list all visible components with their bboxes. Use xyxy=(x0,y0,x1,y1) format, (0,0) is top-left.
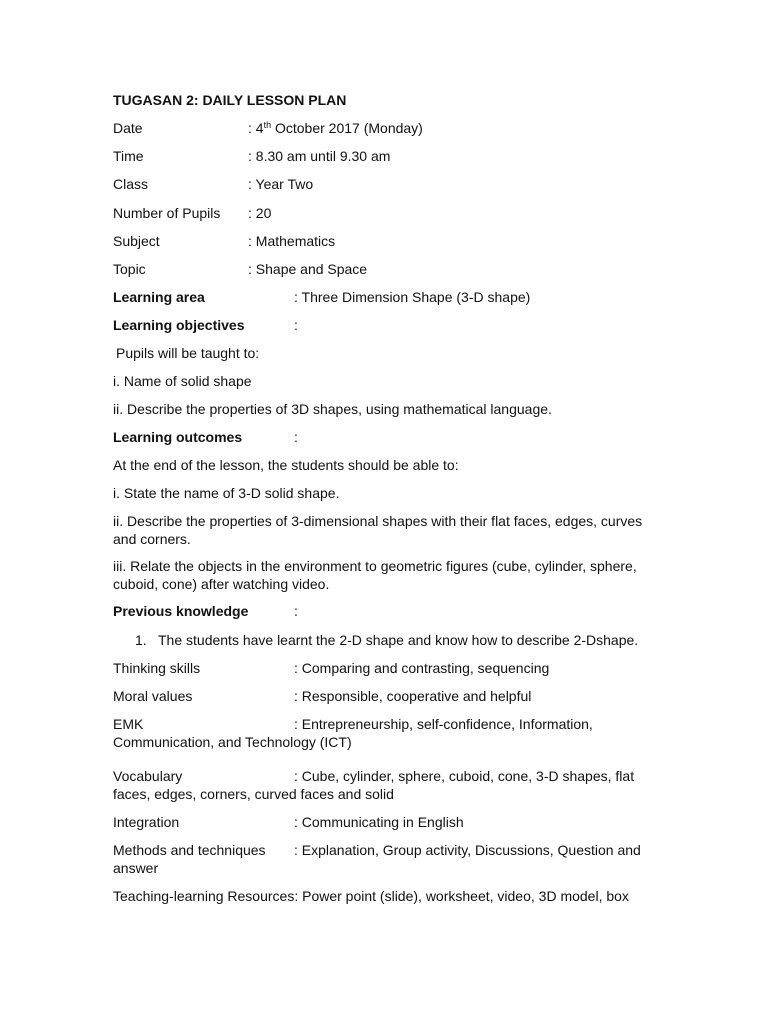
previous-knowledge-item: The students have learnt the 2-D shape and know how to describe 2-Dshape. xyxy=(158,632,639,648)
learning-objectives-label: Learning objectives xyxy=(113,317,245,333)
outcome-item: ii. Describe the properties of 3-dimensional shapes with their flat faces, edges, curves and corners. xyxy=(113,513,643,547)
moral-values-label: Moral values xyxy=(113,688,193,704)
methods-value-continued: answer xyxy=(113,860,159,876)
previous-knowledge-colon: : xyxy=(294,603,298,619)
vocabulary-value: : Cube, cylinder, sphere, cuboid, cone, 3-D shapes, flat xyxy=(294,768,635,784)
resources-line xyxy=(113,887,629,905)
outcomes-intro: At the end of the lesson, the students should be able to: xyxy=(113,457,459,473)
methods-value: : Explanation, Group activity, Discussions, Question and xyxy=(294,842,641,858)
outcome-item: i. State the name of 3-D solid shape. xyxy=(113,485,340,501)
date-value-day: : 4 xyxy=(248,120,264,136)
thinking-skills-value: : Comparing and contrasting, sequencing xyxy=(294,660,550,676)
objective-item: ii. Describe the properties of 3D shapes, using mathematical language. xyxy=(113,401,552,417)
date-label: Date xyxy=(113,120,143,136)
class-value: : Year Two xyxy=(248,176,314,192)
pupils-label: Number of Pupils xyxy=(113,205,221,221)
methods-label: Methods and techniques xyxy=(113,842,266,858)
outcome-item: iii. Relate the objects in the environment to geometric figures (cube, cylinder, sphere, cuboid, cone) after watching video. xyxy=(113,558,637,592)
objectives-intro: Pupils will be taught to: xyxy=(116,345,260,361)
date-value-suffix: th xyxy=(263,120,272,130)
moral-values-value: : Responsible, cooperative and helpful xyxy=(294,688,532,704)
previous-knowledge-label: Previous knowledge xyxy=(113,603,249,619)
emk-value-continued: Communication, and Technology (ICT) xyxy=(113,734,352,750)
subject-label: Subject xyxy=(113,233,160,249)
vocabulary-value-continued: faces, edges, corners, curved faces and solid xyxy=(113,786,394,802)
class-label: Class xyxy=(113,176,149,192)
date-value-rest: October 2017 (Monday) xyxy=(271,120,423,136)
topic-label: Topic xyxy=(113,261,146,277)
emk-value: : Entrepreneurship, self-confidence, Information, xyxy=(294,716,593,732)
page-title: TUGASAN 2: DAILY LESSON PLAN xyxy=(113,92,347,108)
topic-value: : Shape and Space xyxy=(248,261,368,277)
learning-outcomes-colon: : xyxy=(294,429,298,445)
date-value xyxy=(248,119,423,137)
time-value: : 8.30 am until 9.30 am xyxy=(248,148,391,164)
vocabulary-label: Vocabulary xyxy=(113,768,183,784)
learning-area-value: : Three Dimension Shape (3-D shape) xyxy=(294,289,531,305)
learning-outcomes-label: Learning outcomes xyxy=(113,429,243,445)
time-label: Time xyxy=(113,148,144,164)
objective-item: i. Name of solid shape xyxy=(113,373,252,389)
thinking-skills-label: Thinking skills xyxy=(113,660,201,676)
integration-label: Integration xyxy=(113,814,180,830)
list-number: 1. xyxy=(135,632,147,648)
subject-value: : Mathematics xyxy=(248,233,336,249)
resources-value: Power point (slide), worksheet, video, 3D model, box xyxy=(298,888,629,904)
integration-value: : Communicating in English xyxy=(294,814,464,830)
learning-objectives-colon: : xyxy=(294,317,298,333)
emk-label: EMK xyxy=(113,716,144,732)
learning-area-label: Learning area xyxy=(113,289,205,305)
resources-label: Teaching-learning Resources: xyxy=(113,888,299,904)
pupils-value: : 20 xyxy=(248,205,272,221)
